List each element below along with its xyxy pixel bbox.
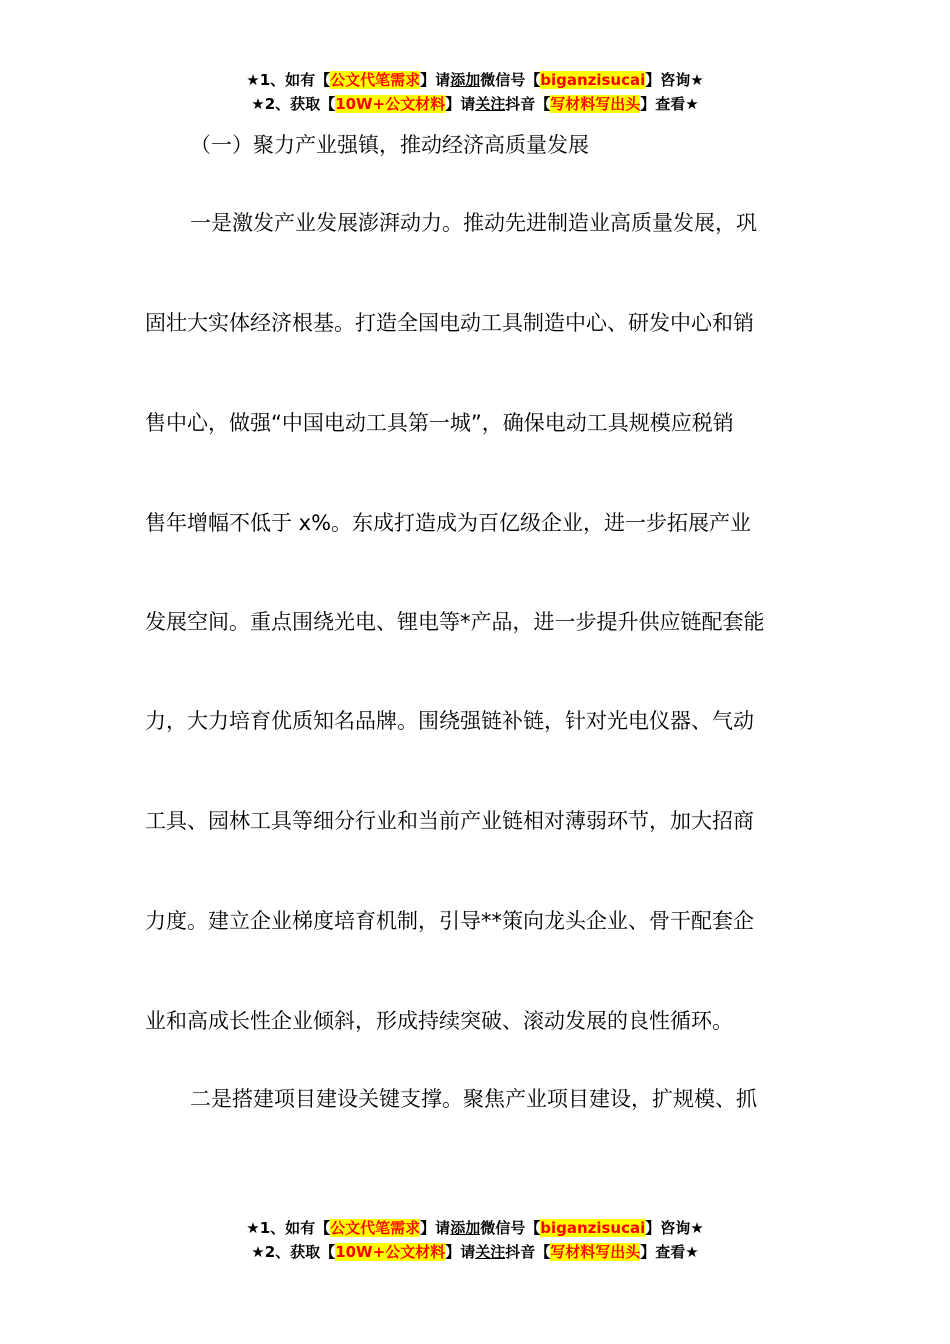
paragraph-line: 业和高成长性企业倾斜，形成持续突破、滚动发展的良性循环。 bbox=[145, 1009, 733, 1033]
banner-text: 抖音【 bbox=[505, 95, 551, 113]
banner-text: 微信号【 bbox=[480, 1219, 541, 1237]
banner-text: 】请 bbox=[420, 71, 451, 89]
banner-highlight: 写材料写出头 bbox=[550, 1243, 641, 1261]
banner-text: 】咨询★ bbox=[645, 71, 704, 89]
banner-text: 】请 bbox=[445, 1243, 476, 1261]
banner-underlined-text: 关注 bbox=[475, 1243, 506, 1261]
banner-highlight: 10W+公文材料 bbox=[335, 1243, 446, 1261]
paragraph-line: 一是激发产业发展澎湃动力。推动先进制造业高质量发展，巩 bbox=[190, 211, 757, 235]
paragraph-line: 二是搭建项目建设关键支撑。聚焦产业项目建设，扩规模、抓 bbox=[190, 1087, 757, 1111]
banner-text: 】请 bbox=[445, 95, 476, 113]
paragraph-line: 售年增幅不低于 x%。东成打造成为百亿级企业，进一步拓展产业 bbox=[145, 511, 752, 535]
banner-text: 】请 bbox=[420, 1219, 451, 1237]
banner-highlight: 10W+公文材料 bbox=[335, 95, 446, 113]
banner-text: 】咨询★ bbox=[645, 1219, 704, 1237]
banner-text: 微信号【 bbox=[480, 71, 541, 89]
paragraph-line: 售中心，做强“中国电动工具第一城”，确保电动工具规模应税销 bbox=[145, 411, 734, 435]
bottom-banner bbox=[0, 1216, 950, 1264]
banner-text: ★1、如有【 bbox=[246, 71, 331, 89]
section-heading: （一）聚力产业强镇，推动经济高质量发展 bbox=[190, 133, 589, 157]
banner-underlined-text: 添加 bbox=[450, 1219, 481, 1237]
banner-underlined-text: 添加 bbox=[450, 71, 481, 89]
banner-highlight: 公文代笔需求 bbox=[330, 71, 421, 89]
banner-text: 】查看★ bbox=[640, 95, 699, 113]
banner-highlight: biganzisucai bbox=[540, 71, 646, 89]
banner-text: ★2、获取【 bbox=[251, 95, 336, 113]
banner-line-1 bbox=[0, 1216, 950, 1240]
paragraph-line: 力，大力培育优质知名品牌。围绕强链补链，针对光电仪器、气动 bbox=[145, 709, 754, 733]
banner-highlight: biganzisucai bbox=[540, 1219, 646, 1237]
banner-underlined-text: 关注 bbox=[475, 95, 506, 113]
banner-highlight: 写材料写出头 bbox=[550, 95, 641, 113]
paragraph-line: 工具、园林工具等细分行业和当前产业链相对薄弱环节，加大招商 bbox=[145, 809, 754, 833]
banner-text: ★2、获取【 bbox=[251, 1243, 336, 1261]
paragraph-line: 固壮大实体经济根基。打造全国电动工具制造中心、研发中心和销 bbox=[145, 311, 754, 335]
banner-text: ★1、如有【 bbox=[246, 1219, 331, 1237]
banner-highlight: 公文代笔需求 bbox=[330, 1219, 421, 1237]
banner-line-1 bbox=[0, 68, 950, 92]
banner-line-2 bbox=[0, 92, 950, 116]
banner-text: 】查看★ bbox=[640, 1243, 699, 1261]
top-banner bbox=[0, 68, 950, 116]
paragraph-line: 发展空间。重点围绕光电、锂电等*产品，进一步提升供应链配套能 bbox=[145, 610, 765, 634]
banner-line-2 bbox=[0, 1240, 950, 1264]
paragraph-line: 力度。建立企业梯度培育机制，引导**策向龙头企业、骨干配套企 bbox=[145, 909, 754, 933]
banner-text: 抖音【 bbox=[505, 1243, 551, 1261]
